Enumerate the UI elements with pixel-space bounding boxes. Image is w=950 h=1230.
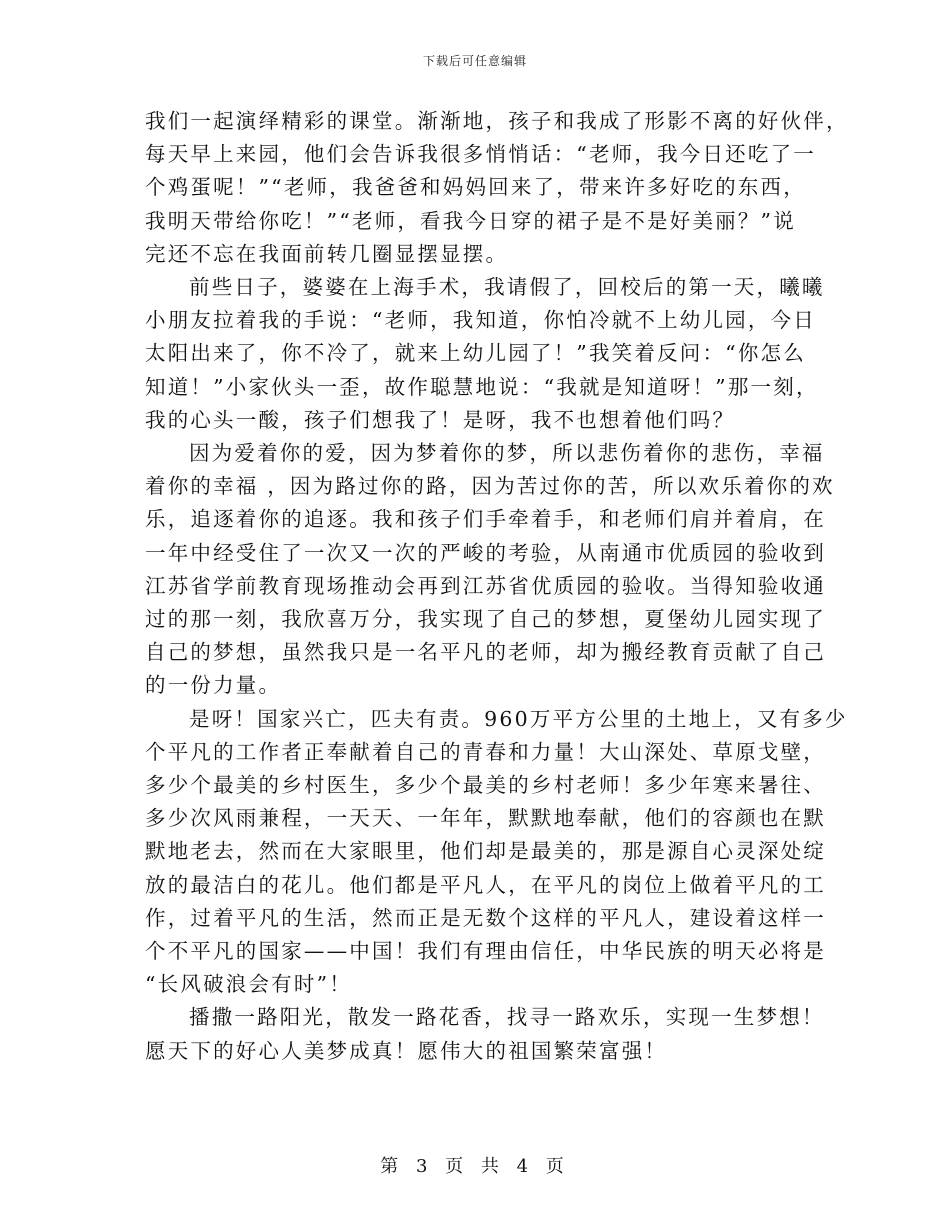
text-line: “长风破浪会有时”！ — [145, 972, 352, 997]
text-line: 因为爱着你的爱，因为梦着你的梦，所以悲伤着你的悲伤，幸福 — [189, 441, 825, 466]
text-line: 着你的幸福 ，因为路过你的路，因为苦过你的苦，所以欢乐着你的欢 — [145, 474, 835, 499]
text-line: 作，过着平凡的生活，然而正是无数个这样的平凡人，建设着这样一 — [145, 905, 826, 930]
text-line: 一年中经受住了一次又一次的严峻的考验，从南通市优质园的验收到 — [145, 540, 826, 565]
text-line: 我明天带给你吃！”“老师，看我今日穿的裙子是不是好美丽？”说 — [145, 208, 796, 233]
text-line: 完还不忘在我面前转几圈显摆显摆。 — [145, 241, 509, 266]
text-line: 我的心头一酸，孩子们想我了！是呀，我不也想着他们吗？ — [145, 407, 736, 432]
text-line: 乐，追逐着你的追逐。我和孩子们手牵着手，和老师们肩并着肩，在 — [145, 507, 826, 532]
text-line: 多少个最美的乡村医生，多少个最美的乡村老师！多少年寒来暑往、 — [145, 773, 826, 798]
text-line: 愿天下的好心人美梦成真！愿伟大的祖国繁荣富强！ — [145, 1038, 668, 1063]
paragraph-1 — [145, 105, 849, 271]
text-line: 默地老去，然而在大家眼里，他们却是最美的，那是源自心灵深处绽 — [145, 839, 826, 864]
text-line: 个鸡蛋呢！”“老师，我爸爸和妈妈回来了，带来许多好吃的东西， — [145, 175, 806, 200]
paragraph-4 — [145, 703, 848, 1002]
text-line: 小朋友拉着我的手说：“老师，我知道，你怕冷就不上幼儿园，今日 — [145, 308, 816, 333]
text-line: 我们一起演绎精彩的课堂。渐渐地，孩子和我成了形影不离的好伙伴， — [145, 109, 849, 133]
text-line: 太阳出来了，你不冷了，就来上幼儿园了！”我笑着反问：“你怎么 — [145, 341, 806, 366]
text-line: 过的那一刻，我欣喜万分，我实现了自己的梦想，夏堡幼儿园实现了 — [145, 607, 826, 632]
text-line: 个平凡的工作者正奉献着自己的青春和力量！大山深处、草原戈壁， — [145, 739, 826, 764]
text-line: 的一份力量。 — [145, 673, 282, 698]
text-line: 多少次风雨兼程，一天天、一年年，默默地奉献，他们的容颜也在默 — [145, 806, 826, 831]
text-line: 是呀！国家兴亡，匹夫有责。960万平方公里的土地上，又有多少 — [189, 706, 848, 731]
paragraph-2 — [145, 271, 825, 437]
text-line: 自己的梦想，虽然我只是一名平凡的老师，却为搬经教育贡献了自己 — [145, 640, 826, 665]
text-line: 每天早上来园，他们会告诉我很多悄悄话：“老师，我今日还吃了一 — [145, 142, 816, 167]
page-number-footer: 第 3 页 共 4 页 — [380, 1156, 570, 1177]
text-line: 知道！”小家伙头一歪，故作聪慧地说：“我就是知道呀！”那一刻， — [145, 374, 819, 399]
paragraph-3 — [145, 437, 835, 703]
text-line: 前些日子，婆婆在上海手术，我请假了，回校后的第一天，曦曦 — [189, 275, 825, 300]
text-line: 个不平凡的国家——中国！我们有理由信任，中华民族的明天必将是 — [145, 939, 826, 964]
text-line: 播撒一路阳光，散发一路花香，找寻一路欢乐，实现一生梦想！ — [189, 1005, 825, 1030]
text-line: 放的最洁白的花儿。他们都是平凡人，在平凡的岗位上做着平凡的工 — [145, 872, 826, 897]
page-header: 下载后可任意编辑 — [422, 54, 527, 68]
text-line: 江苏省学前教育现场推动会再到江苏省优质园的验收。当得知验收通 — [145, 573, 826, 598]
document-body — [145, 105, 849, 1068]
paragraph-5 — [145, 1001, 825, 1067]
